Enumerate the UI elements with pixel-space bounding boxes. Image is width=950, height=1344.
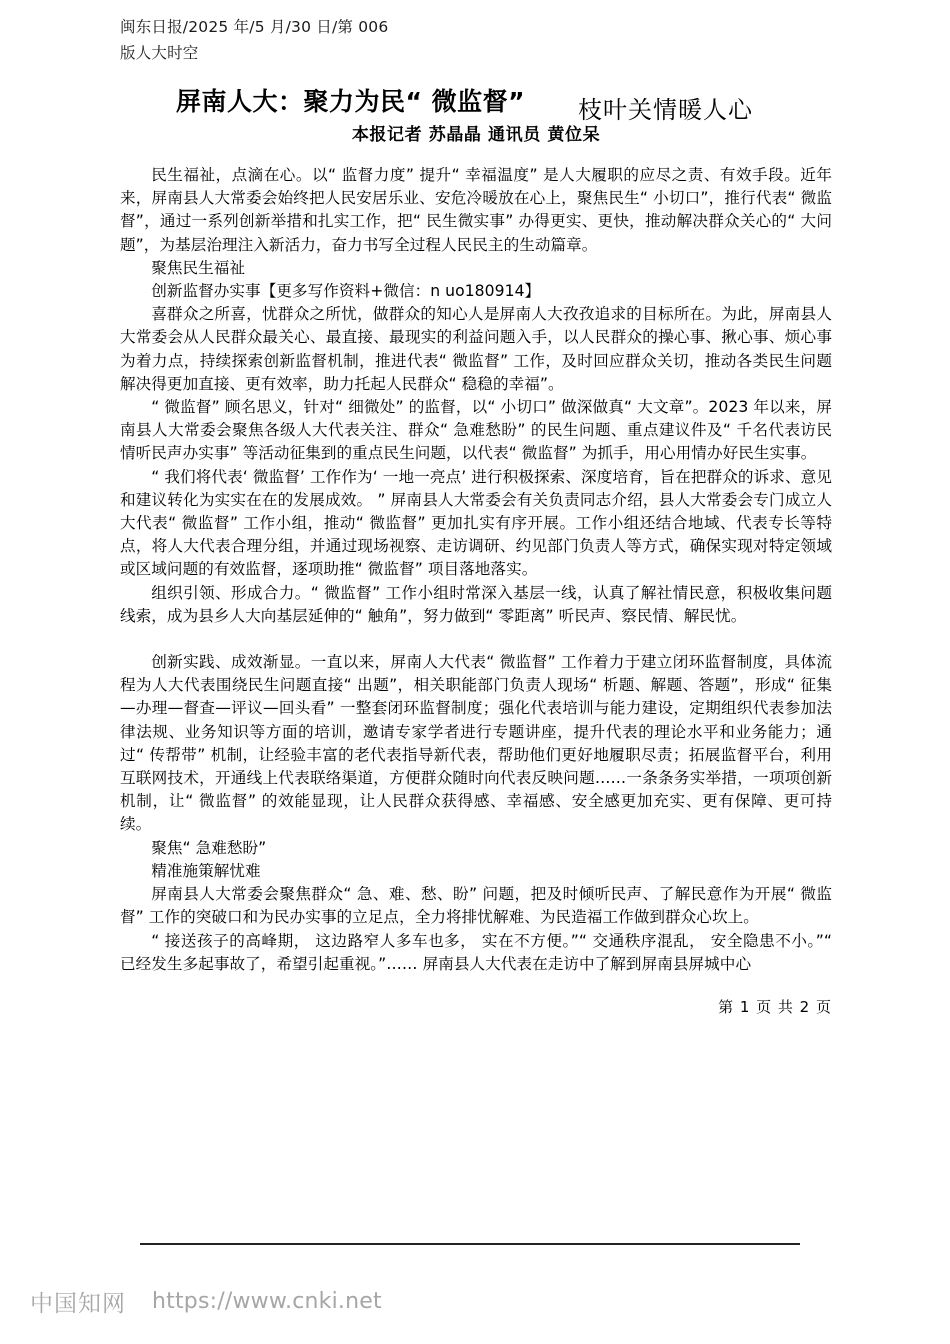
- byline: 本报记者 苏晶晶 通讯员 黄位呆: [351, 125, 601, 145]
- masthead-line-2: 版人大时空: [120, 44, 199, 62]
- paragraph: “ 接送孩子的高峰期， 这边路窄人多车也多， 实在不方便。”“ 交通秩序混乱， 安全隐患不小。”“ 已经发生多起事故了，希望引起重视。”…… 屏南县人大代表在走访中了解到屏南县屏城中心: [120, 931, 832, 973]
- headline-main: 屏南人大：聚力为民“ 微监督”: [176, 87, 526, 116]
- page-number: 第 1 页 共 2 页: [718, 998, 832, 1016]
- cnki-watermark: [30, 1285, 382, 1318]
- section-heading: 精准施策解忧难: [151, 861, 261, 880]
- article-body: [120, 164, 832, 976]
- paragraph: “ 我们将代表‘ 微监督’ 工作作为‘ 一地一亮点’ 进行积极探索、深度培育，旨在把群众的诉求、意见和建议转化为实实在在的发展成效。 ” 屏南县人大常委会有关负责同志介绍，县人大常委会专门成立人大代表“ 微监督” 工作小组，推动“ 微监督” 更加扎实有序开展。工作小组还结合地域、代表专长等特点，将人大代表合理分组，并通过现场视察、走访调研、约见部门负责人等方式，确保实现对特定领域或区域问题的有效监督，逐项助推“ 微监督” 项目落地落实。: [120, 467, 832, 579]
- section-heading: 聚焦“ 急难愁盼”: [151, 838, 267, 857]
- cnki-url: https://www.cnki.net: [152, 1289, 382, 1314]
- section-heading: 创新监督办实事【更多写作资料+微信：n uo180914】: [151, 282, 541, 301]
- paragraph: 屏南县人大常委会聚焦群众“ 急、难、愁、盼” 问题，把及时倾听民声、了解民意作为开展“ 微监督” 工作的突破口和为民办实事的立足点，全力将排忧解难、为民造福工作做到群众心坎上。: [120, 885, 832, 927]
- masthead: [120, 14, 580, 66]
- paragraph: “ 微监督” 顾名思义，针对“ 细微处” 的监督，以“ 小切口” 做深做真“ 大文章”。2023 年以来，屏南县人大常委会聚焦各级人大代表关注、群众“ 急难愁盼” 的民生问题、重点建议件及“ 千名代表访民情听民声办实事” 等活动征集到的重点民生问题，以代表“ 微监督” 为抓手，用心用情办好民生实事。: [120, 398, 832, 463]
- paragraph: 喜群众之所喜，忧群众之所忧，做群众的知心人是屏南人大孜孜追求的目标所在。为此，屏南县人大常委会从人民群众最关心、最直接、最现实的利益问题入手，以人民群众的操心事、揪心事、烦心事为着力点，持续探索创新监督机制，推进代表“ 微监督” 工作，及时回应群众关切，推动各类民生问题解决得更加直接、更有效率，助力托起人民群众“ 稳稳的幸福”。: [120, 305, 832, 393]
- cnki-logo: 中国知网: [30, 1291, 126, 1317]
- paragraph: 创新实践、成效渐显。一直以来，屏南人大代表“ 微监督” 工作着力于建立闭环监督制度，具体流程为人大代表围绕民生问题直接“ 出题”，相关职能部门负责人现场“ 析题、解题、答题”，形成“ 征集—办理—督查—评议—回头看” 一整套闭环监督制度；强化代表培训与能力建设，定期组织代表参加法律法规、业务知识等方面的培训，邀请专家学者进行专题讲座，提升代表的理论水平和业务能力；通过“ 传帮带” 机制，让经验丰富的老代表指导新代表，帮助他们更好地履职尽责；拓展监督平台，利用互联网技术，开通线上代表联络渠道，方便群众随时向代表反映问题……一条条务实举措，一项项创新机制，让“ 微监督” 的效能显现，让人民群众获得感、幸福感、安全感更加充实、更有保障、更可持续。: [120, 653, 832, 834]
- masthead-line-1: 闽东日报/2025 年/5 月/30 日/第 006: [120, 18, 389, 36]
- paragraph: 组织引领、形成合力。“ 微监督” 工作小组时常深入基层一线，认真了解社情民意，积极收集问题线索，成为县乡人大向基层延伸的“ 触角”，努力做到“ 零距离” 听民声、察民情、解民忧。: [120, 583, 832, 625]
- section-heading: 聚焦民生福祉: [151, 258, 246, 277]
- footer-divider: [140, 1243, 800, 1245]
- headline: [120, 82, 832, 124]
- headline-sub: 枝叶关情暖人心: [578, 96, 753, 124]
- paragraph: 民生福祉，点滴在心。以“ 监督力度” 提升“ 幸福温度” 是人大履职的应尽之责、有效手段。近年来，屏南县人大常委会始终把人民安居乐业、安危冷暖放在心上，聚焦民生“ 小切口”，推行代表“ 微监督”，通过一系列创新举措和扎实工作，把“ 民生微实事” 办得更实、更快，推动解决群众关心的“ 大问题”，为基层治理注入新活力，奋力书写全过程人民民主的生动篇章。: [120, 166, 832, 254]
